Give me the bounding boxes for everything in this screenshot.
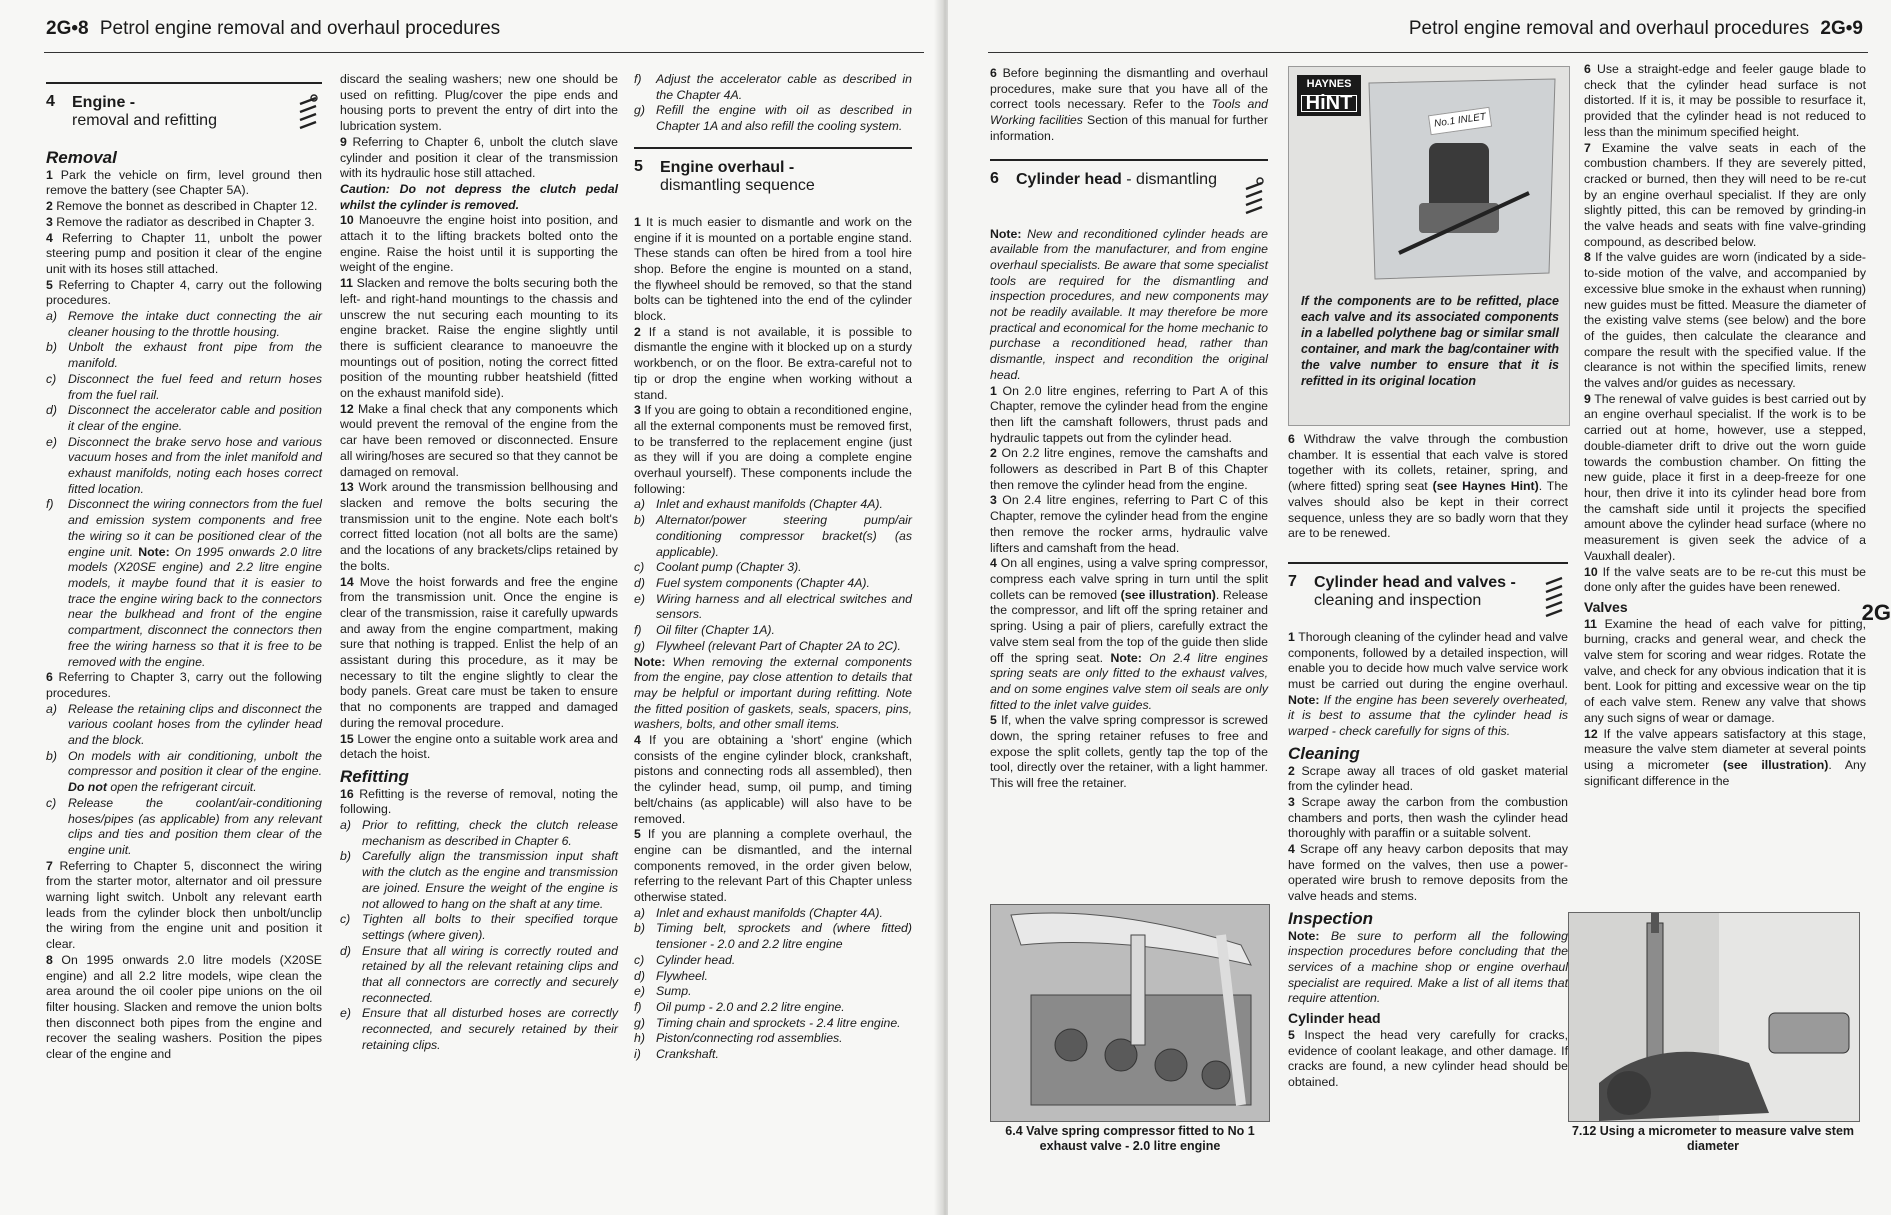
figure-caption-6-4: 6.4 Valve spring compressor fitted to No 1 exhaust valve - 2.0 litre engine <box>1005 1124 1255 1153</box>
list-item: e) Disconnect the brake servo hose and various vacuum hoses and from the inlet manifold and exhaust manifolds, noting each hoses correct fitted location. <box>46 434 322 496</box>
haynes-hint-logo: HAYNES HiNT <box>1297 75 1361 116</box>
list-item: d) Fuel system components (Chapter 4A). <box>634 575 870 590</box>
valves-heading: Valves <box>1584 598 1628 615</box>
list-item: g) Timing chain and sprockets - 2.4 litre engine. <box>634 1015 901 1030</box>
right-page <box>948 0 1891 1215</box>
note-text: Be sure to perform all the following inspection procedures before concluding that the services of a machine shop or engine overhaul specialist are required. Make a list of all items that require attention. <box>1288 928 1568 1006</box>
right-page-number: 2G•9 <box>1820 18 1863 39</box>
right-page-header <box>1409 18 1863 40</box>
list-item: a) Inlet and exhaust manifolds (Chapter 4A). <box>634 905 883 920</box>
section-6-heading <box>990 159 1268 217</box>
section-5-heading <box>634 147 912 195</box>
list-item: g) Flywheel (relevant Part of Chapter 2A to 2C). <box>634 638 901 653</box>
paragraph: If the valve seats are to be re-cut this must be done only after the guides have been renewed. <box>1584 564 1866 595</box>
note-text: New and reconditioned cylinder heads are available from the manufacturer, and from engine overhaul specialists. Be aware that some specialist tools are required for the dismantling and inspection procedures, and new components may not be readily available. It may therefore be more practical and economical for the home mechanic to purchase a reconditioned head, rather than dismantle, inspect and recondition the original head. <box>990 226 1269 382</box>
left-page-number: 2G•8 <box>46 18 89 39</box>
paragraph: If the valve guides are worn (indicated by a side-to-side motion of the valve, and accompanied by excessive blue smoke in the exhaust when running) new guides must be fitted. Measure the diameter of the existing valve stems (see below) and the bore of the guides, then calculate the clearance and compare the result with the specified value. If the clearance is not within the specified limits, renew the valves and/or guides as necessary. <box>1584 250 1867 391</box>
spanner-difficulty-icon <box>1540 574 1568 620</box>
list-item: b) On models with air conditioning, unbolt the compressor and position it clear of the engine. Do not open the refrigerant circuit. <box>46 748 322 795</box>
left-header-title: Petrol engine removal and overhaul procedures <box>99 18 501 39</box>
list-item: h) Piston/connecting rod assemblies. <box>634 1031 843 1046</box>
refitting-heading: Refitting <box>340 766 409 786</box>
list-item: f) Oil pump - 2.0 and 2.2 litre engine. <box>634 999 845 1014</box>
paragraph: Examine the head of each valve for pitting, burning, cracks and general wear, and check the valve stem for scoring and wear ridges. Rotate the valve, and check for any obvious indication that it is bent. Look for pitting and excessive wear on the tip of each valve stem. Renew any valve that shows any such signs of wear or damage. <box>1584 616 1866 725</box>
list-item: b) Timing belt, sprockets and (where fitted) tensioner - 2.0 and 2.2 litre engine <box>634 921 912 952</box>
list-item: e) Ensure that all disturbed hoses are correctly reconnected, and securely retained by their retaining clips. <box>340 1006 618 1052</box>
paragraph: Park the vehicle on firm, level ground then remove the battery (see Chapter 5A). <box>46 167 323 198</box>
list-item: c) Cylinder head. <box>634 952 736 967</box>
paragraph: Refitting is the reverse of removal, noting the following. <box>340 786 618 817</box>
section-subtitle: cleaning and inspection <box>1314 591 1482 609</box>
paragraph: It is much easier to dismantle and work on the engine if it is mounted on a portable engine stand. These stands can often be hired from a tool hire shop. Before the engine is mounted on a stand, the flywheel should be removed, so that the stand bolts can be tightened into the end of the cylinder block. <box>634 214 912 324</box>
list-item: a) Inlet and exhaust manifolds (Chapter 4A). <box>634 497 883 512</box>
section-subtitle: removal and refitting <box>72 112 217 129</box>
paragraph: Work around the transmission bellhousing and slacken and remove the bolts securing the transmission unit to the engine. Note each bolt's correct fitted location (not all bolts are the same) and the locations of any brackets/clips retained by the bolts. <box>340 480 619 573</box>
paragraph: Examine the valve seats in each of the combustion chambers. If they are severely pitted, cracked or burned, then they will need to be re-cut by an engine overhaul specialist. If they are only slightly pitted, this can be removed by grinding-in the valve heads and seats with fine valve-grinding compound, as described below. <box>1584 140 1866 249</box>
paragraph: Remove the radiator as described in Chapter 3. <box>56 214 315 229</box>
paragraph: If you are obtaining a 'short' engine (which consists of the engine cylinder block, crankshaft, pistons and connecting rods all assembled), then the cylinder head, sump, oil pump, and timing belt/chains (as applicable) will also have to be removed. <box>634 733 912 826</box>
paragraph: Manoeuvre the engine hoist into position, and attach it to the lifting brackets bolted onto the engine. Raise the hoist until it is supporting the weight of the engine. <box>340 213 618 275</box>
right-header-rule <box>988 52 1868 53</box>
paragraph: Slacken and remove the bolts securing both the left- and right-hand mountings to the chassis and unscrew the nut securing each mounting to its engine bracket. Raise the engine slightly until there is sufficient clearance to manoeuvre the mountings out of position, noting the correct fitted position of the mounting rubber heatshield (fitted on the exhaust manifold side). <box>340 276 619 401</box>
paragraph: Referring to Chapter 11, unbolt the power steering pump and position it clear of the engine unit with its hoses still attached. <box>46 230 322 276</box>
bag-label: No.1 INLET <box>1428 107 1492 135</box>
list-item: d) Ensure that all wiring is correctly routed and retained by all the relevant retaining clips and that all connectors are correctly and securely reconnected. <box>340 943 618 1005</box>
paragraph: On 2.0 litre engines, referring to Part A of this Chapter, remove the cylinder head from the engine then lift the camshaft followers, thrust pads and hydraulic tappets out from the cylinder head. <box>990 383 1268 445</box>
list-item: a) Remove the intake duct connecting the air cleaner housing to the throttle housing. <box>46 309 322 339</box>
left-header-rule <box>44 52 924 53</box>
paragraph: Remove the bonnet as described in Chapter 12. <box>56 199 318 214</box>
paragraph: Scrape away the carbon from the combustion chambers and ports, then wash the cylinder head thoroughly with paraffin or a suitable solvent. <box>1288 794 1568 841</box>
list-item: i) Crankshaft. <box>634 1047 719 1062</box>
section-number: 5 <box>634 157 643 175</box>
paragraph: The renewal of valve guides is best carried out by an engine overhaul specialist. If the work is to be carried out at home, however, use a stepped, double-diameter drift to drive out the worn guide towards the combustion chamber. On fitting the new guide, place it first in a deep-freeze for one hour, then drive it into its cylinder head bore from the camshaft side until it projects the specified amount above the cylinder head surface (where no measurement is given seek the advice of a Vauxhall dealer). <box>1584 391 1866 563</box>
spanner-difficulty-icon <box>294 94 322 140</box>
section-title: Cylinder head and valves - <box>1314 573 1516 591</box>
list-item: e) Sump. <box>634 984 692 999</box>
paragraph: If a stand is not available, it is possible to dismantle the engine with it blocked up on a sturdy workbench, or on the floor. Be extra-careful not to tip or drop the engine when working without a stand. <box>634 324 912 402</box>
list-item: a) Release the retaining clips and disconnect the various coolant hoses from the cylinder head and the block. <box>46 701 322 748</box>
left-column-2: discard the sealing washers; new one should be used on refitting. Plug/cover the pipe ends and housing ports to prevent the entry of dirt into the lubrication system. 9 Referring to Chapter 6, unbolt the clutch slave cylinder and position it clear of the transmission with its hydraulic hose still attached. Caution: Do not depress the clutch pedal whilst the cylinder is removed. 10 Manoeuvre the engine hoist into position, and attach it to the lifting brackets bolted onto the engine. Raise the hoist until it is supporting the weight of the engine. 11 Slacken and remove the bolts securing both the left- and right-hand mountings to the chassis and unscrew the nut securing each mounting to its engine bracket. Raise the engine slightly until there is sufficient clearance to manoeuvre the mountings out of position, noting the correct fitted position of the mounting rubber heatshield (fitted on the exhaust manifold side). 12 Make a final check that any components which would prevent the removal of the engine from the car have been removed or disconnected. Ensure all wiring/hoses are secured so that they cannot be damaged on removal. 13 Work around the transmission bellhousing and slacken and remove the bolts securing the transmission unit to the engine. Note each bolt's correct fitted location (not all bolts are the same) and the locations of any brackets/clips retained by the bolts. 14 Move the hoist forwards and free the engine from the transmission unit. Once the engine is clear of the transmission, raise it carefully upwards and away from the engine compartment, making sure that nothing is trapped. Enlist the help of an assistant during this procedure, as it may be necessary to tilt the engine slightly to clear the body panels. Great care must be taken to ensure that no components are trapped and damaged during the removal procedure. 15 Lower the engine onto a suitable work area and detach the hoist. Refitting 16 Refitting is the reverse of removal, noting the following. a) Prior to refitting, check the clutch release mechanism as described in Chapter 6. b) Carefully align the transmission input shaft with the clutch as the engine and transmission are joined. Ensure the weight of the engine is not allowed to hang on the shaft at any time. c) Tighten all bolts to their specified torque settings (where given). d) Ensure that all wiring is correctly routed and retained by all the relevant retaining clips and that all connectors are correctly and securely reconnected. e) Ensure that all disturbed hoses are correctly reconnected, and securely retained by their retaining clips. <box>340 72 619 1052</box>
section-title: Cylinder head <box>1016 170 1122 188</box>
section-7-heading <box>1288 562 1568 620</box>
micrometer-image <box>1569 913 1859 1121</box>
list-item: d) Flywheel. <box>634 968 708 983</box>
section-number: 4 <box>46 93 55 110</box>
list-item: c) Tighten all bolts to their specified torque settings (where given). <box>340 912 618 942</box>
caution-note: Caution: Do not depress the clutch pedal whilst the cylinder is removed. <box>340 181 618 212</box>
paragraph: On 1995 onwards 2.0 litre models (X20SE engine) and all 2.2 litre models, wipe clean the area around the oil cooler pipe unions on the oil filter housing. Slacken and remove the union bolts then disconnect both pipes from the engine and recover the sealing washers. Position the pipes clear of the engine and <box>46 952 322 1062</box>
right-column-1: 6 Before beginning the dismantling and overhaul procedures, make sure that you have all of the correct tools necessary. Refer to the Tools and Working facilities Section of this manual for further information. 6 Cylinder head - dismantling Note: New and reconditioned cylinder heads are available from the manufacturer, and from engine overhaul specialists. Be aware that some specialist tools are required for the dismantling and inspection procedures, and new components may not be readily available. It may therefore be more practical and economical for the home mechanic to purchase a reconditioned head, rather than dismantle, inspect and recondition the original head. 1 On 2.0 litre engines, referring to Part A of this Chapter, remove the cylinder head from the engine then lift the camshaft followers, thrust pads and hydraulic tappets out from the cylinder head. 2 On 2.2 litre engines, remove the camshafts and followers as described in Part B of this Chapter then remove the cylinder head from the engine. 3 On 2.4 litre engines, referring to Part C of this Chapter, remove the cylinder head from the engine then remove the rocker arms, hydraulic valve lifters and camshaft from the head. 4 On all engines, using a valve spring compressor, compress each valve spring in turn until the split collets can be removed (see illustration). Release the compressor, and lift off the spring retainer and spring. Using a pair of pliers, carefully extract the valve stem seal from the top of the guide then slide off the spring seat. Note: On 2.4 litre engines spring seats are only fitted to the exhaust valves, and on some engines valve stem oil seals are only fitted to the inlet valve guides. 5 If, when the valve spring compressor is screwed down, the spring retainer refuses to free and expose the split collets, gently tap the top of the tool, directly over the retainer, with a light hammer. This will free the retainer. <box>990 66 1269 791</box>
paragraph: Referring to Chapter 3, carry out the following procedures. <box>46 670 322 700</box>
list-item: e) Wiring harness and all electrical switches and sensors. <box>634 591 912 622</box>
section-subtitle: - dismantling <box>1126 170 1217 188</box>
right-column-3: 6 Use a straight-edge and feeler gauge blade to check that the cylinder head surface is not distorted. If it is, it may be possible to resurface it, provided that the cylinder head is not reduced to less than the minimum specified height. 7 Examine the valve seats in each of the combustion chambers. If they are severely pitted, cracked or burned, then they will need to be re-cut by an engine overhaul specialist. If they are only slightly pitted, this can be removed by grinding-in the valve heads and seats with fine valve-grinding compound, as described below. 8 If the valve guides are worn (indicated by a side-to-side motion of the valve, and accompanied by excessive blue smoke in the exhaust when running) new guides must be fitted. Measure the diameter of the existing valve stems (see below) and the bore of the guides, then calculate the clearance and compare the result with the specified value. If the clearance is not within the specified limits, renew the valves and/or guides as necessary. 9 The renewal of valve guides is best carried out by an engine overhaul specialist. If the work is to be carried out at home, however, use a stepped, double-diameter drift to drive out the worn guide towards the combustion chamber. On fitting the new guide, place it first in a deep-freeze for one hour, then drive it into its cylinder head bore from the camshaft side until it projects the specified amount above the cylinder head surface (where no measurement is given seek the advice of a Vauxhall dealer). 10 If the valve seats are to be re-cut this must be done only after the guides have been renewed. Valves 11 Examine the head of each valve for pitting, burning, cracks and general wear, and check the valve stem for scoring and wear ridges. Rotate the valve, and check for any obvious indication that it is bent. Look for pitting and excessive wear on the tip of each valve stem. Renew any valve that shows any such signs of wear or damage. 12 If the valve appears satisfactory at this stage, measure the valve stem diameter at several points using a micrometer (see illustration). Any significant difference in the <box>1584 62 1867 788</box>
hint-text: If the components are to be refitted, place each valve and its associated components in a labelled polythene bag or similar small container, and mark the bag/container with the valve number to ensure that it is refitted in its original location <box>1301 294 1559 388</box>
paragraph: Referring to Chapter 4, carry out the following procedures. <box>46 277 322 308</box>
left-page <box>0 0 940 1215</box>
paragraph: Lower the engine onto a suitable work area and detach the hoist. <box>340 731 619 762</box>
cleaning-heading: Cleaning <box>1288 743 1360 763</box>
list-item: b) Alternator/power steering pump/air conditioning compressor bracket(s) (as applicable). <box>634 513 912 559</box>
right-column-2: HAYNES HiNT No.1 INLET If the components are to be refitted, place each valve and its associated components in a labelled polythene bag or similar small container, and mark the bag/container with the valve number to ensure that it is refitted in its original location 6 Withdraw the valve through the combustion chamber. It is essential that each valve is stored together with its collets, retainer, spring, and (where fitted) spring seat (see Haynes Hint). The valves should also be kept in their correct sequence, unless they are so badly worn that they are to be renewed. 7 Cylinder head and valves - cleaning and inspection 1 Thorough cleaning of the cylinder head and valve components, followed by a detailed inspection, will enable you to decide how much valve service work must be carried out during the engine overhaul. Note: If the engine has been severely overheated, it is best to assume that the cylinder head is warped - check carefully for signs of this. Cleaning 2 Scrape away all traces of old gasket material from the cylinder head. 3 Scrape away the carbon from the combustion chambers and ports, then wash the cylinder head thoroughly with paraffin or a suitable solvent. 4 Scrape off any heavy carbon deposits that may have formed on the valves, then use a power-operated wire brush to remove deposits from the valve heads and stems. Inspection Note: Be sure to perform all the following inspection procedures before concluding that the services of a machine shop or engine overhaul specialist are required. Make a list of all items that require attention. Cylinder head 5 Inspect the head very carefully for cracks, evidence of coolant leakage, and other damage. If cracks are found, a new cylinder head should be obtained. <box>1288 66 1568 1091</box>
right-header-title: Petrol engine removal and overhaul procedures <box>1408 18 1810 39</box>
left-page-header <box>46 18 500 40</box>
list-item: g) Refill the engine with oil as described in Chapter 1A and also refill the cooling system. <box>634 103 912 134</box>
list-item: c) Coolant pump (Chapter 3). <box>634 560 802 575</box>
paragraph: Inspect the head very carefully for cracks, evidence of coolant leakage, and other damage. If cracks are found, a new cylinder head should be obtained. <box>1288 1027 1568 1089</box>
polythene-bag-image <box>1359 73 1565 285</box>
paragraph: On 2.2 litre engines, remove the camshafts and followers as described in Part B of this Chapter then remove the cylinder head from the engine. <box>990 446 1268 492</box>
paragraph: Scrape off any heavy carbon deposits that may have formed on the valves, then use a power-operated wire brush to remove deposits from the valve heads and stems. <box>1288 842 1568 904</box>
paragraph: Use a straight-edge and feeler gauge blade to check that the cylinder head surface is not distorted. If it is, it may be possible to resurface it, provided that the cylinder head is not reduced to less than the minimum specified height. <box>1584 62 1866 139</box>
section-number: 7 <box>1288 572 1297 590</box>
list-item: f) Adjust the accelerator cable as described in the Chapter 4A. <box>634 72 912 102</box>
paragraph: On 2.4 litre engines, referring to Part C of this Chapter, remove the cylinder head from the engine then remove the rocker arms, hydraulic valve lifters and camshaft from the head. <box>990 493 1268 555</box>
paragraph: discard the sealing washers; new one should be used on refitting. Plug/cover the pipe ends and housing ports to prevent the entry of dirt into the lubrication system. <box>340 72 618 134</box>
removal-heading: Removal <box>46 148 117 167</box>
valve-spring-compressor-image <box>991 905 1269 1121</box>
haynes-hint-box <box>1288 66 1570 426</box>
list-item: c) Release the coolant/air-conditioning hoses/pipes (as applicable) from any relevant clips and ties and position them clear of the engine unit. <box>46 795 322 857</box>
list-item: b) Unbolt the exhaust front pipe from the manifold. <box>46 340 322 371</box>
list-item: c) Disconnect the fuel feed and return hoses from the fuel rail. <box>46 371 322 402</box>
cylinder-head-heading: Cylinder head <box>1288 1010 1381 1027</box>
note-text: When removing the external components from the engine, pay close attention to details that may be helpful or important during refitting. Note the fitted position of gaskets, seals, spacers, pins, washers, bolts, and other small items. <box>634 654 912 732</box>
section-subtitle: dismantling sequence <box>660 176 815 194</box>
list-item: d) Disconnect the accelerator cable and position it clear of the engine. <box>46 403 322 433</box>
paragraph: If you are planning a complete overhaul, the engine can be dismantled, and the internal components removed, in the order given below, referring to the relevant Part of this Chapter unless otherwise stated. <box>634 827 912 905</box>
left-column-3: f) Adjust the accelerator cable as described in the Chapter 4A. g) Refill the engine with oil as described in Chapter 1A and also refill the cooling system. 5 Engine overhaul - dismantling sequence 1 It is much easier to dismantle and work on the engine if it is mounted on a portable engine stand. These stands can often be hired from a tool hire shop. Before the engine is mounted on a stand, the flywheel should be removed, so that the stand bolts can be tightened into the end of the cylinder block. 2 If a stand is not available, it is possible to dismantle the engine with it blocked up on a sturdy workbench, or on the floor. Be extra-careful not to tip or drop the engine when working without a stand. 3 If you are going to obtain a reconditioned engine, all the external components must be removed first, to be transferred to the replacement engine (just as they will if you are doing a complete engine overhaul yourself). These components include the following: a) Inlet and exhaust manifolds (Chapter 4A). b) Alternator/power steering pump/air conditioning compressor bracket(s) (as applicable). c) Coolant pump (Chapter 3). d) Fuel system components (Chapter 4A). e) Wiring harness and all electrical switches and sensors. f) Oil filter (Chapter 1A). g) Flywheel (relevant Part of Chapter 2A to 2C). Note: When removing the external components from the engine, pay close attention to details that may be helpful or important during refitting. Note the fitted position of gaskets, seals, spacers, pins, washers, bolts, and other small items. 4 If you are obtaining a 'short' engine (which consists of the engine cylinder block, crankshaft, pistons and connecting rods all assembled), then the cylinder head, sump, oil pump, and timing belt/chains (as applicable) will also have to be removed. 5 If you are planning a complete overhaul, the engine can be dismantled, and the internal components removed, in the order given below, referring to the relevant Part of this Chapter unless otherwise stated. a) Inlet and exhaust manifolds (Chapter 4A). b) Timing belt, sprockets and (where fitted) tensioner - 2.0 and 2.2 litre engine c) Cylinder head. d) Flywheel. e) Sump. f) Oil pump - 2.0 and 2.2 litre engine. g) Timing chain and sprockets - 2.4 litre engine. h) Piston/connecting rod assemblies. i) Crankshaft. <box>634 72 912 1062</box>
paragraph: Scrape away all traces of old gasket material from the cylinder head. <box>1288 763 1568 794</box>
paragraph: Referring to Chapter 6, unbolt the clutch slave cylinder and position it clear of the transmission with its hydraulic hose still attached. <box>340 134 618 181</box>
list-item: a) Prior to refitting, check the clutch release mechanism as described in Chapter 6. <box>340 818 618 848</box>
list-item: f) Oil filter (Chapter 1A). <box>634 623 775 638</box>
list-item: b) Carefully align the transmission input shaft with the clutch as the engine and transmission are joined. Ensure the weight of the engine is not allowed to hang on the shaft at any time. <box>340 849 618 911</box>
paragraph: If you are going to obtain a reconditioned engine, all the external components must be removed first, to be transferred to the replacement engine (just as they will if you are doing a complete engine overhaul yourself). These components include the following: <box>634 403 912 496</box>
spanner-difficulty-icon <box>1240 171 1268 217</box>
photo-micrometer <box>1568 912 1860 1122</box>
section-number: 6 <box>990 169 999 187</box>
chapter-edge-tab: 2G <box>1861 600 1891 625</box>
section-title: Engine - <box>72 94 136 111</box>
paragraph: Make a final check that any components which would prevent the removal of the engine from the car have been removed or disconnected. Ensure all wiring/hoses are secured so that they cannot be damaged on removal. <box>340 401 618 479</box>
section-title: Engine overhaul - <box>660 158 795 176</box>
section-4-heading <box>46 82 322 140</box>
figure-caption-7-12: 7.12 Using a micrometer to measure valve stem diameter <box>1571 1124 1855 1153</box>
paragraph: Move the hoist forwards and free the engine from the transmission unit. Once the engine is clear of the transmission, raise it carefully upwards and away from the engine compartment, making sure that nothing is trapped. Enlist the help of an assistant during this procedure, as it may be necessary to tilt the engine slightly to clear the body panels. Great care must be taken to ensure that no components are trapped and damaged during the removal procedure. <box>340 574 619 730</box>
list-item: f) Disconnect the wiring connectors from the fuel and emission system components and free the wiring so it can be positioned clear of the engine unit. Note: On 1995 onwards 2.0 litre models (X20SE engine) and 2.2 litre engine models, it maybe found that it is easier to trace the engine wiring back to the connectors near the bulkhead and front of the engine compartment, disconnect the connectors then free the wiring harness so that it is free to be removed with the engine. <box>46 497 322 669</box>
paragraph: Referring to Chapter 5, disconnect the wiring from the starter motor, alternator and oil pressure warning light switch. Unbolt any relevant earth leads from the cylinder block then unbolt/unclip the wiring from the engine unit and position it clear. <box>46 858 322 952</box>
photo-valve-spring-compressor <box>990 904 1270 1122</box>
paragraph: If, when the valve spring compressor is screwed down, the spring retainer refuses to free and expose the split collets, gently tap the top of the tool, directly over the retainer, with a light hammer. This will free the retainer. <box>990 713 1268 791</box>
inspection-heading: Inspection <box>1288 908 1374 928</box>
left-column-1: 4 Engine - removal and refitting Removal 1 Park the vehicle on firm, level ground then remove the battery (see Chapter 5A). 2 Remove the bonnet as described in Chapter 12. 3 Remove the radiator as described in Chapter 3. 4 Referring to Chapter 11, unbolt the power steering pump and position it clear of the engine unit with its hoses still attached. 5 Referring to Chapter 4, carry out the following procedures. a) Remove the intake duct connecting the air cleaner housing to the throttle housing. b) Unbolt the exhaust front pipe from the manifold. c) Disconnect the fuel feed and return hoses from the fuel rail. d) Disconnect the accelerator cable and position it clear of the engine. e) Disconnect the brake servo hose and various vacuum hoses and from the inlet manifold and exhaust manifolds, noting each hoses correct fitted location. f) Disconnect the wiring connectors from the fuel and emission system components and free the wiring so it can be positioned clear of the engine unit. Note: On 1995 onwards 2.0 litre models (X20SE engine) and 2.2 litre engine models, it maybe found that it is easier to trace the engine wiring back to the connectors near the bulkhead and front of the engine compartment, disconnect the connectors then free the wiring harness so that it is free to be removed with the engine. 6 Referring to Chapter 3, carry out the following procedures. a) Release the retaining clips and disconnect the various coolant hoses from the cylinder head and the block. b) On models with air conditioning, unbolt the compressor and position it clear of the engine. Do not open the refrigerant circuit. c) Release the coolant/air-conditioning hoses/pipes (as applicable) from any relevant clips and ties and position them clear of the engine unit. 7 Referring to Chapter 5, disconnect the wiring from the starter motor, alternator and oil pressure warning light switch. Unbolt any relevant earth leads from the cylinder block then unbolt/unclip the wiring from the engine unit and position it clear. 8 On 1995 onwards 2.0 litre models (X20SE engine) and all 2.2 litre models, wipe clean the area around the oil cooler pipe unions on the oil filter housing. Slacken and remove the union bolts then disconnect both pipes from the engine and recover the sealing washers. Position the pipes clear of the engine and <box>46 78 322 1063</box>
